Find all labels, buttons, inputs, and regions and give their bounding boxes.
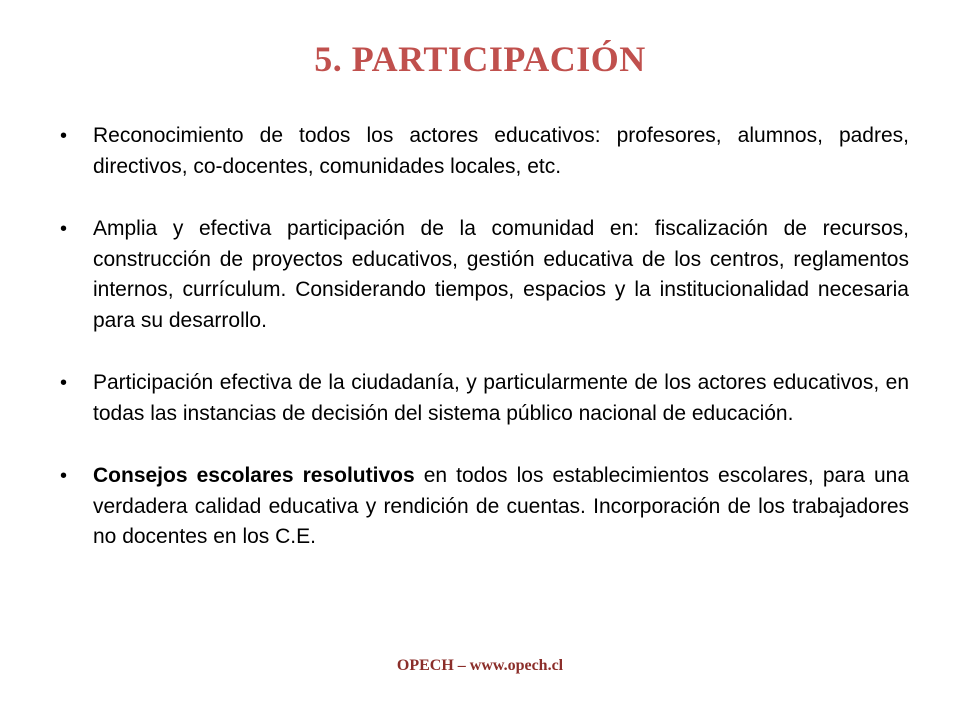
bullet-item	[60, 461, 909, 553]
footer-credit: OPECH – www.opech.cl	[396, 657, 564, 674]
bullet-icon: •	[60, 125, 68, 147]
bullet-list	[60, 121, 909, 585]
slide-title: 5. PARTICIPACIÓN	[314, 39, 646, 79]
bullet-item	[60, 368, 909, 429]
bullet-text: en todos los establecimientos escolares, para una verdadera calidad educativa y rendición de cuentas. Incorporación de los trabajadores no docentes en los C.E.	[93, 464, 909, 548]
bullet-text: Participación efectiva de la ciudadanía, y particularmente de los actores educativos, en todas las instancias de decisión del sistema público nacional de educación.	[93, 371, 909, 425]
bullet-icon: •	[60, 372, 68, 394]
bullet-item	[60, 214, 909, 336]
bullet-item	[60, 121, 909, 182]
bullet-icon: •	[60, 465, 68, 487]
bullet-bold-text: Consejos escolares resolutivos	[93, 464, 415, 487]
bullet-text: Reconocimiento de todos los actores educativos: profesores, alumnos, padres, directivos, co-docentes, comunidades locales, etc.	[93, 124, 909, 178]
bullet-text: Amplia y efectiva participación de la comunidad en: fiscalización de recursos, construcción de proyectos educativos, gestión educativa de los centros, reglamentos internos, currículum. Considerando tiempos, espacios y la institucionalidad necesaria para su desarrollo.	[93, 217, 909, 332]
bullet-icon: •	[60, 218, 68, 240]
